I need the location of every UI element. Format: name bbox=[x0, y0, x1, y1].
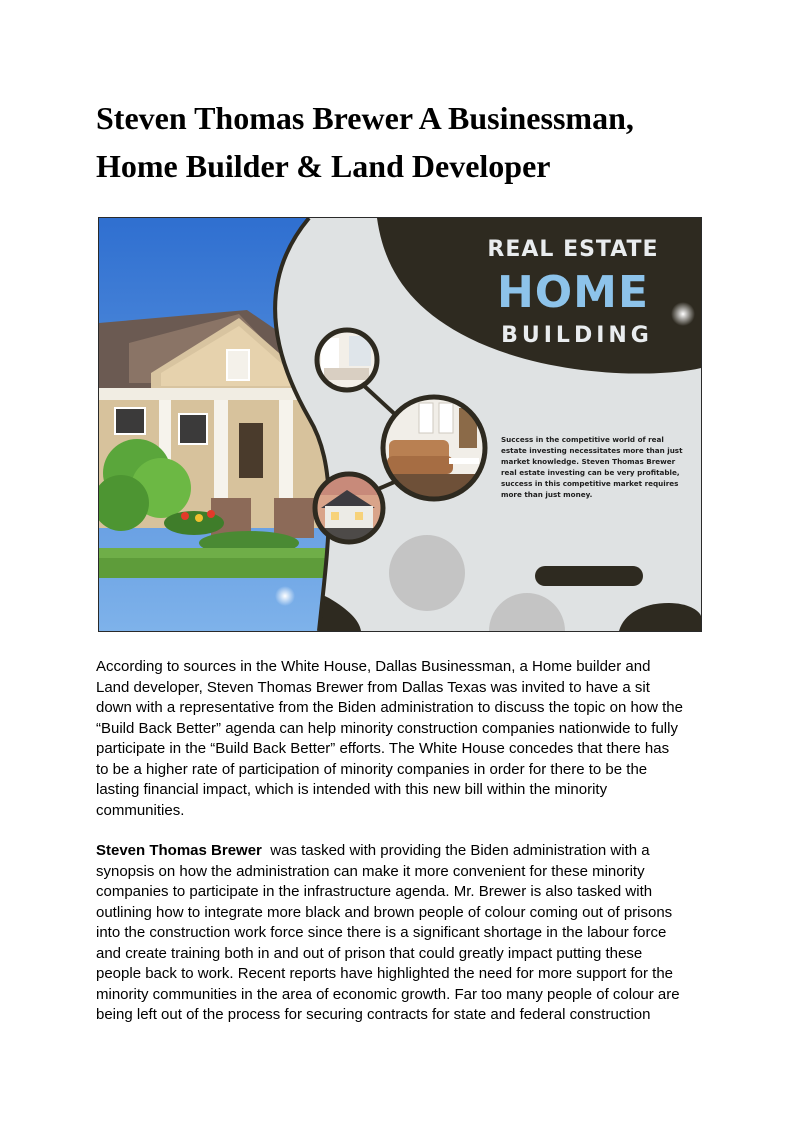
decorative-pill bbox=[535, 566, 643, 586]
paragraph-line: Land developer, Steven Thomas Brewer from Dallas Texas was invited to have a sit bbox=[96, 678, 650, 696]
banner-line-building: BUILDING bbox=[501, 323, 653, 348]
paragraph-line: companies to participate in the infrastructure agenda. Mr. Brewer is also tasked with bbox=[96, 883, 653, 900]
blurb-line: market knowledge. Steven Thomas Brewer bbox=[501, 457, 676, 466]
paragraph-line: According to sources in the White House, Dallas Businessman, a Home builder and bbox=[96, 658, 651, 675]
blurb-line: more than just money. bbox=[501, 490, 593, 499]
sparkle bbox=[671, 302, 695, 326]
paragraph-line bbox=[96, 841, 706, 862]
paragraph-line: into the construction work force since there is a significant shortage in the labour force bbox=[96, 924, 667, 941]
paragraph-line: people back to work. Recent reports have highlighted the need for more support for the bbox=[96, 965, 674, 982]
paragraph-line: and create training both in and out of prison that could greatly impact putting these bbox=[96, 944, 643, 962]
paragraph-1 bbox=[96, 657, 706, 821]
paragraph-line: “Build Back Better” agenda can help minority construction companies nationwide to fully bbox=[96, 719, 678, 737]
paragraph-2 bbox=[96, 841, 706, 1026]
paragraph-line: lasting financial impact, which is intended with this new bill within the minority bbox=[96, 781, 608, 798]
paragraph-line: minority communities in the area of economic growth. Far too many people of colour are bbox=[96, 985, 680, 1003]
blurb-line: estate investing necessitates more than just bbox=[501, 446, 683, 455]
paragraph-line: communities. bbox=[96, 801, 185, 819]
paragraph-line: down with a representative from the Biden administration to discuss the topic on how the bbox=[96, 699, 683, 716]
title-line: Home Builder & Land Developer bbox=[96, 148, 551, 184]
sparkle bbox=[275, 586, 295, 606]
paragraph-line: synopsis on how the administration can make it more convenient for these minority bbox=[96, 862, 645, 880]
banner-line-home: HOME bbox=[496, 267, 650, 318]
article-title bbox=[96, 94, 716, 190]
blurb-line: Success in the competitive world of real bbox=[501, 435, 664, 444]
real-estate-banner bbox=[98, 217, 702, 632]
person-name: Steven Thomas Brewer bbox=[96, 842, 262, 859]
blurb-line: real estate investing can be very profitable, bbox=[501, 468, 680, 477]
paragraph-line: to be a higher rate of participation of minority companies in order for there to be the bbox=[96, 760, 648, 778]
banner-line-real-estate: REAL ESTATE bbox=[487, 237, 659, 262]
blurb-line: success in this competitive market requires bbox=[501, 479, 679, 488]
paragraph-text: was tasked with providing the Biden administration with a bbox=[261, 842, 650, 859]
title-line: Steven Thomas Brewer A Businessman, bbox=[96, 100, 634, 136]
decorative-circle bbox=[389, 535, 465, 611]
paragraph-line: participate in the “Build Back Better” efforts. The White House concedes that there has bbox=[96, 740, 670, 757]
paragraph-line: outlining how to integrate more black and brown people of colour coming out of prisons bbox=[96, 903, 673, 921]
paragraph-line: being left out of the process for securing contracts for state and federal construction bbox=[96, 1006, 651, 1023]
